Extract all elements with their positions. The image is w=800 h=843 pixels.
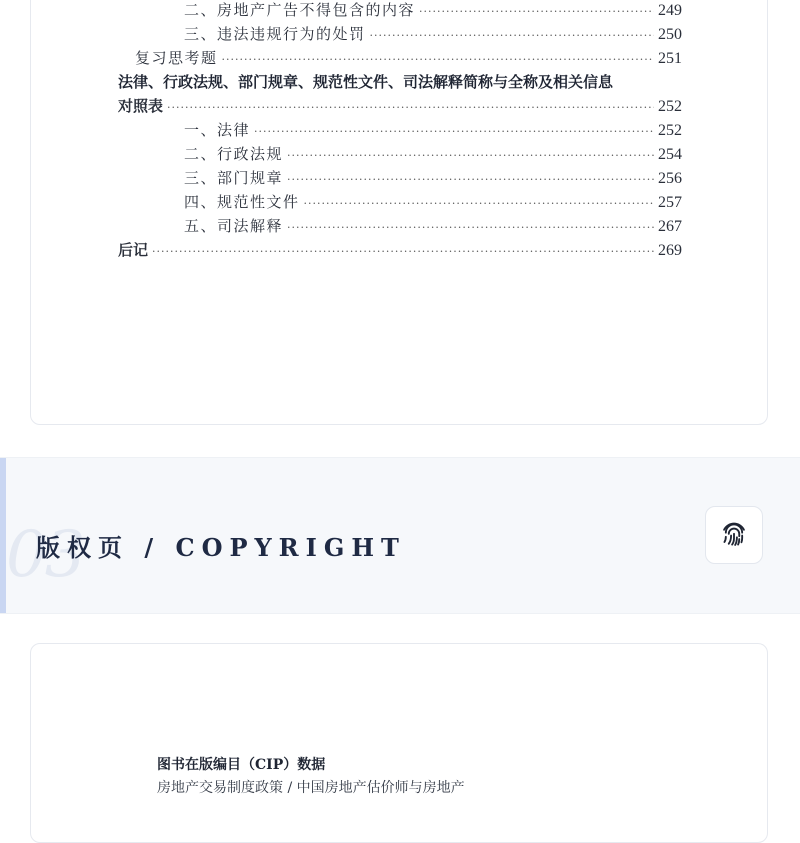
toc-leader-dots bbox=[222, 50, 654, 70]
toc-entry-title: 一、法律 bbox=[184, 121, 251, 139]
toc-entry[interactable] bbox=[184, 144, 682, 166]
toc-entry[interactable] bbox=[184, 192, 682, 214]
toc-entry[interactable] bbox=[118, 96, 682, 118]
toc-entry[interactable] bbox=[184, 0, 682, 22]
toc-entry[interactable] bbox=[184, 168, 682, 190]
toc-entry-title: 对照表 bbox=[118, 97, 164, 115]
toc-entry-page: 252 bbox=[658, 98, 682, 115]
toc-leader-dots bbox=[167, 98, 654, 118]
toc-entry-title: 复习思考题 bbox=[135, 49, 218, 67]
toc-entry-page: 251 bbox=[658, 50, 682, 67]
toc-leader-dots bbox=[419, 2, 654, 22]
copyright-card bbox=[30, 643, 768, 843]
toc-leader-dots bbox=[287, 218, 654, 238]
toc-entry[interactable] bbox=[135, 48, 682, 70]
toc-entry[interactable] bbox=[184, 120, 682, 142]
section-number-watermark: 03 bbox=[6, 518, 84, 592]
toc-chapter-title[interactable]: 法律、行政法规、部门规章、规范性文件、司法解释简称与全称及相关信息 bbox=[118, 73, 614, 91]
toc-leader-dots bbox=[287, 146, 654, 166]
cip-heading: 图书在版编目（CIP）数据 bbox=[157, 757, 326, 773]
section-banner bbox=[0, 457, 800, 614]
toc-entry-page: 257 bbox=[658, 194, 682, 211]
toc-entry[interactable] bbox=[184, 216, 682, 238]
toc-entry-title: 四、规范性文件 bbox=[184, 193, 300, 211]
toc-leader-dots bbox=[287, 170, 654, 190]
toc-entry-page: 256 bbox=[658, 170, 682, 187]
toc-entry-title: 五、司法解释 bbox=[184, 217, 284, 235]
toc-entry-title: 三、违法违规行为的处罚 bbox=[184, 25, 366, 43]
toc-leader-dots bbox=[152, 242, 654, 262]
section-title: 版权页 / COPYRIGHT bbox=[36, 533, 406, 562]
toc-leader-dots bbox=[370, 26, 654, 46]
toc-entry[interactable] bbox=[118, 240, 682, 262]
toc-entry-page: 269 bbox=[658, 242, 682, 259]
toc-entry-title: 后记 bbox=[118, 241, 149, 259]
toc-entry-page: 250 bbox=[658, 26, 682, 43]
toc-leader-dots bbox=[304, 194, 654, 214]
toc-entry-page: 254 bbox=[658, 146, 682, 163]
toc-entry-title: 三、部门规章 bbox=[184, 169, 284, 187]
cip-book-title: 房地产交易制度政策 / 中国房地产估价师与房地产 bbox=[157, 780, 465, 796]
fingerprint-icon bbox=[720, 521, 748, 549]
toc-leader-dots bbox=[254, 122, 654, 142]
toc-entry-page: 249 bbox=[658, 2, 682, 19]
toc-entry-page: 252 bbox=[658, 122, 682, 139]
toc-entry-title: 二、房地产广告不得包含的内容 bbox=[184, 1, 416, 19]
toc-entry-page: 267 bbox=[658, 218, 682, 235]
toc-entry-title: 二、行政法规 bbox=[184, 145, 284, 163]
toc-entry[interactable] bbox=[184, 24, 682, 46]
fingerprint-button[interactable] bbox=[705, 506, 763, 564]
